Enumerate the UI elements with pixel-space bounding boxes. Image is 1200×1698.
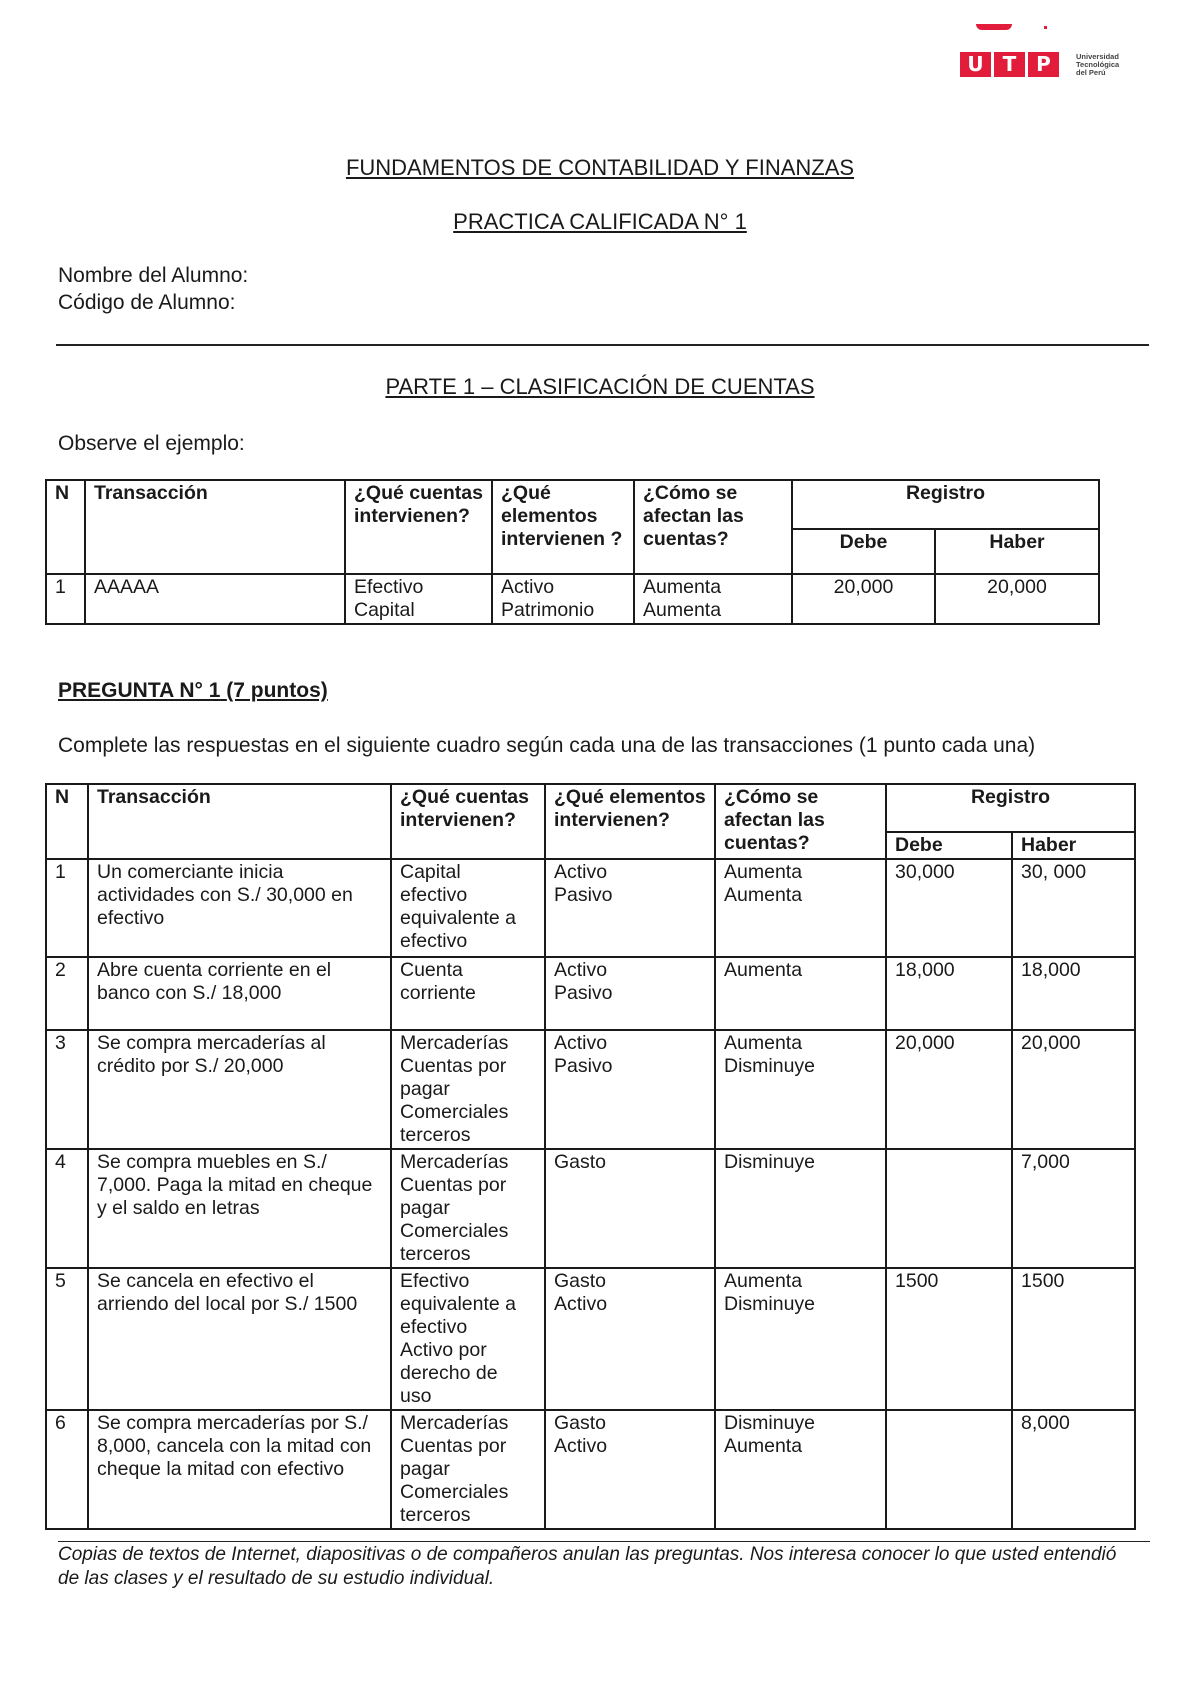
col-header-haber: Haber [935,529,1099,574]
cell-transaccion: AAAAA [85,574,345,624]
cell-transaccion: Se compra muebles en S./ 7,000. Paga la mitad en cheque y el saldo en letras [88,1149,391,1268]
cell-como: Aumenta Disminuye [715,1268,886,1410]
cell-cuentas: Efectivo equivalente a efectivo Activo por derecho de uso [391,1268,545,1410]
example-table [45,479,1100,625]
table-row [46,1030,1135,1149]
cell-transaccion: Un comerciante inicia actividades con S./ 30,000 en efectivo [88,859,391,957]
question1-points: (7 puntos) [226,679,328,702]
col-header-elementos: ¿Qué elementos intervienen? [545,784,715,859]
cell-n: 1 [46,574,85,624]
cell-debe [886,1410,1012,1529]
cell-n: 3 [46,1030,88,1149]
cell-elementos: Activo Pasivo [545,957,715,1030]
cell-debe: 20,000 [792,574,935,624]
col-header-n: N [46,480,85,574]
cell-cuentas: Mercaderías Cuentas por pagar Comerciales terceros [391,1410,545,1529]
question1-instruction: Complete las respuestas en el siguiente cuadro según cada una de las transacciones (1 punto cada una) [58,734,1036,757]
cell-elementos: Activo Pasivo [545,1030,715,1149]
col-header-cuentas: ¿Qué cuentas intervienen? [391,784,545,859]
student-code-label: Código de Alumno: [58,291,236,314]
cell-debe: 1500 [886,1268,1012,1410]
cell-elementos: Gasto Activo [545,1410,715,1529]
cell-n: 2 [46,957,88,1030]
table-row [46,859,1135,957]
logo-subtitle: Universidad Tecnológica del Perú [1076,52,1120,77]
cell-debe: 20,000 [886,1030,1012,1149]
answer-table [45,783,1136,1530]
cell-cuentas: Capital efectivo equivalente a efectivo [391,859,545,957]
cell-elementos: Gasto Activo [545,1268,715,1410]
col-header-cuentas: ¿Qué cuentas intervienen? [345,480,492,574]
table-row [46,1410,1135,1529]
question1-label: PREGUNTA N° 1 [58,679,221,702]
cell-como: Aumenta [715,957,886,1030]
cell-n: 4 [46,1149,88,1268]
cell-transaccion: Se compra mercaderías por S./ 8,000, cancela con la mitad con cheque la mitad con efectivo [88,1410,391,1529]
col-header-como: ¿Cómo se afectan las cuentas? [634,480,792,574]
cell-debe: 18,000 [886,957,1012,1030]
col-header-n: N [46,784,88,859]
col-header-elementos: ¿Qué elementos intervienen ? [492,480,634,574]
footer-divider [58,1541,1150,1542]
example-intro: Observe el ejemplo: [58,432,245,455]
logo-letter: P [1028,52,1059,77]
cell-cuentas: Cuenta corriente [391,957,545,1030]
cell-como: Disminuye Aumenta [715,1410,886,1529]
cell-debe: 30,000 [886,859,1012,957]
cell-n: 5 [46,1268,88,1410]
cell-n: 1 [46,859,88,957]
cell-haber: 30, 000 [1012,859,1135,957]
cell-cuentas: Mercaderías Cuentas por pagar Comerciales terceros [391,1030,545,1149]
cell-como: Aumenta Disminuye [715,1030,886,1149]
col-header-registro: Registro [792,480,1099,529]
cell-n: 6 [46,1410,88,1529]
cell-haber: 20,000 [1012,1030,1135,1149]
question1-title [58,679,328,703]
cell-como: Aumenta Aumenta [634,574,792,624]
cell-transaccion: Se cancela en efectivo el arriendo del local por S./ 1500 [88,1268,391,1410]
col-header-transaccion: Transacción [85,480,345,574]
logo-mark-icon [976,24,1016,32]
cell-como: Disminuye [715,1149,886,1268]
cell-haber: 1500 [1012,1268,1135,1410]
col-header-registro: Registro [886,784,1135,832]
table-row [46,574,1099,624]
utp-logo [960,22,1140,80]
cell-haber: 18,000 [1012,957,1135,1030]
section-divider [56,344,1149,346]
exam-title: PRACTICA CALIFICADA N° 1 [453,209,747,234]
col-header-debe: Debe [792,529,935,574]
cell-cuentas: Efectivo Capital [345,574,492,624]
cell-cuentas: Mercaderías Cuentas por pagar Comerciales terceros [391,1149,545,1268]
logo-letter: U [960,52,991,77]
student-name-label: Nombre del Alumno: [58,264,249,287]
cell-haber: 20,000 [935,574,1099,624]
table-row [46,1149,1135,1268]
col-header-debe: Debe [886,832,1012,859]
part1-title: PARTE 1 – CLASIFICACIÓN DE CUENTAS [385,374,815,399]
cell-debe [886,1149,1012,1268]
cell-elementos: Activo Patrimonio [492,574,634,624]
logo-letters [960,52,1059,77]
cell-como: Aumenta Aumenta [715,859,886,957]
cell-transaccion: Abre cuenta corriente en el banco con S./ 18,000 [88,957,391,1030]
footer-note: Copias de textos de Internet, diapositivas o de compañeros anulan las preguntas. Nos interesa conocer lo que usted entendió de las clases y el resultado de su estudio individual. [58,1544,1117,1589]
cell-elementos: Activo Pasivo [545,859,715,957]
table-row [46,1268,1135,1410]
cell-haber: 8,000 [1012,1410,1135,1529]
col-header-como: ¿Cómo se afectan las cuentas? [715,784,886,859]
cell-haber: 7,000 [1012,1149,1135,1268]
table-row [46,957,1135,1030]
col-header-transaccion: Transacción [88,784,391,859]
logo-letter: T [994,52,1025,77]
cell-elementos: Gasto [545,1149,715,1268]
col-header-haber: Haber [1012,832,1135,859]
course-title: FUNDAMENTOS DE CONTABILIDAD Y FINANZAS [345,155,855,180]
cell-transaccion: Se compra mercaderías al crédito por S./ 20,000 [88,1030,391,1149]
